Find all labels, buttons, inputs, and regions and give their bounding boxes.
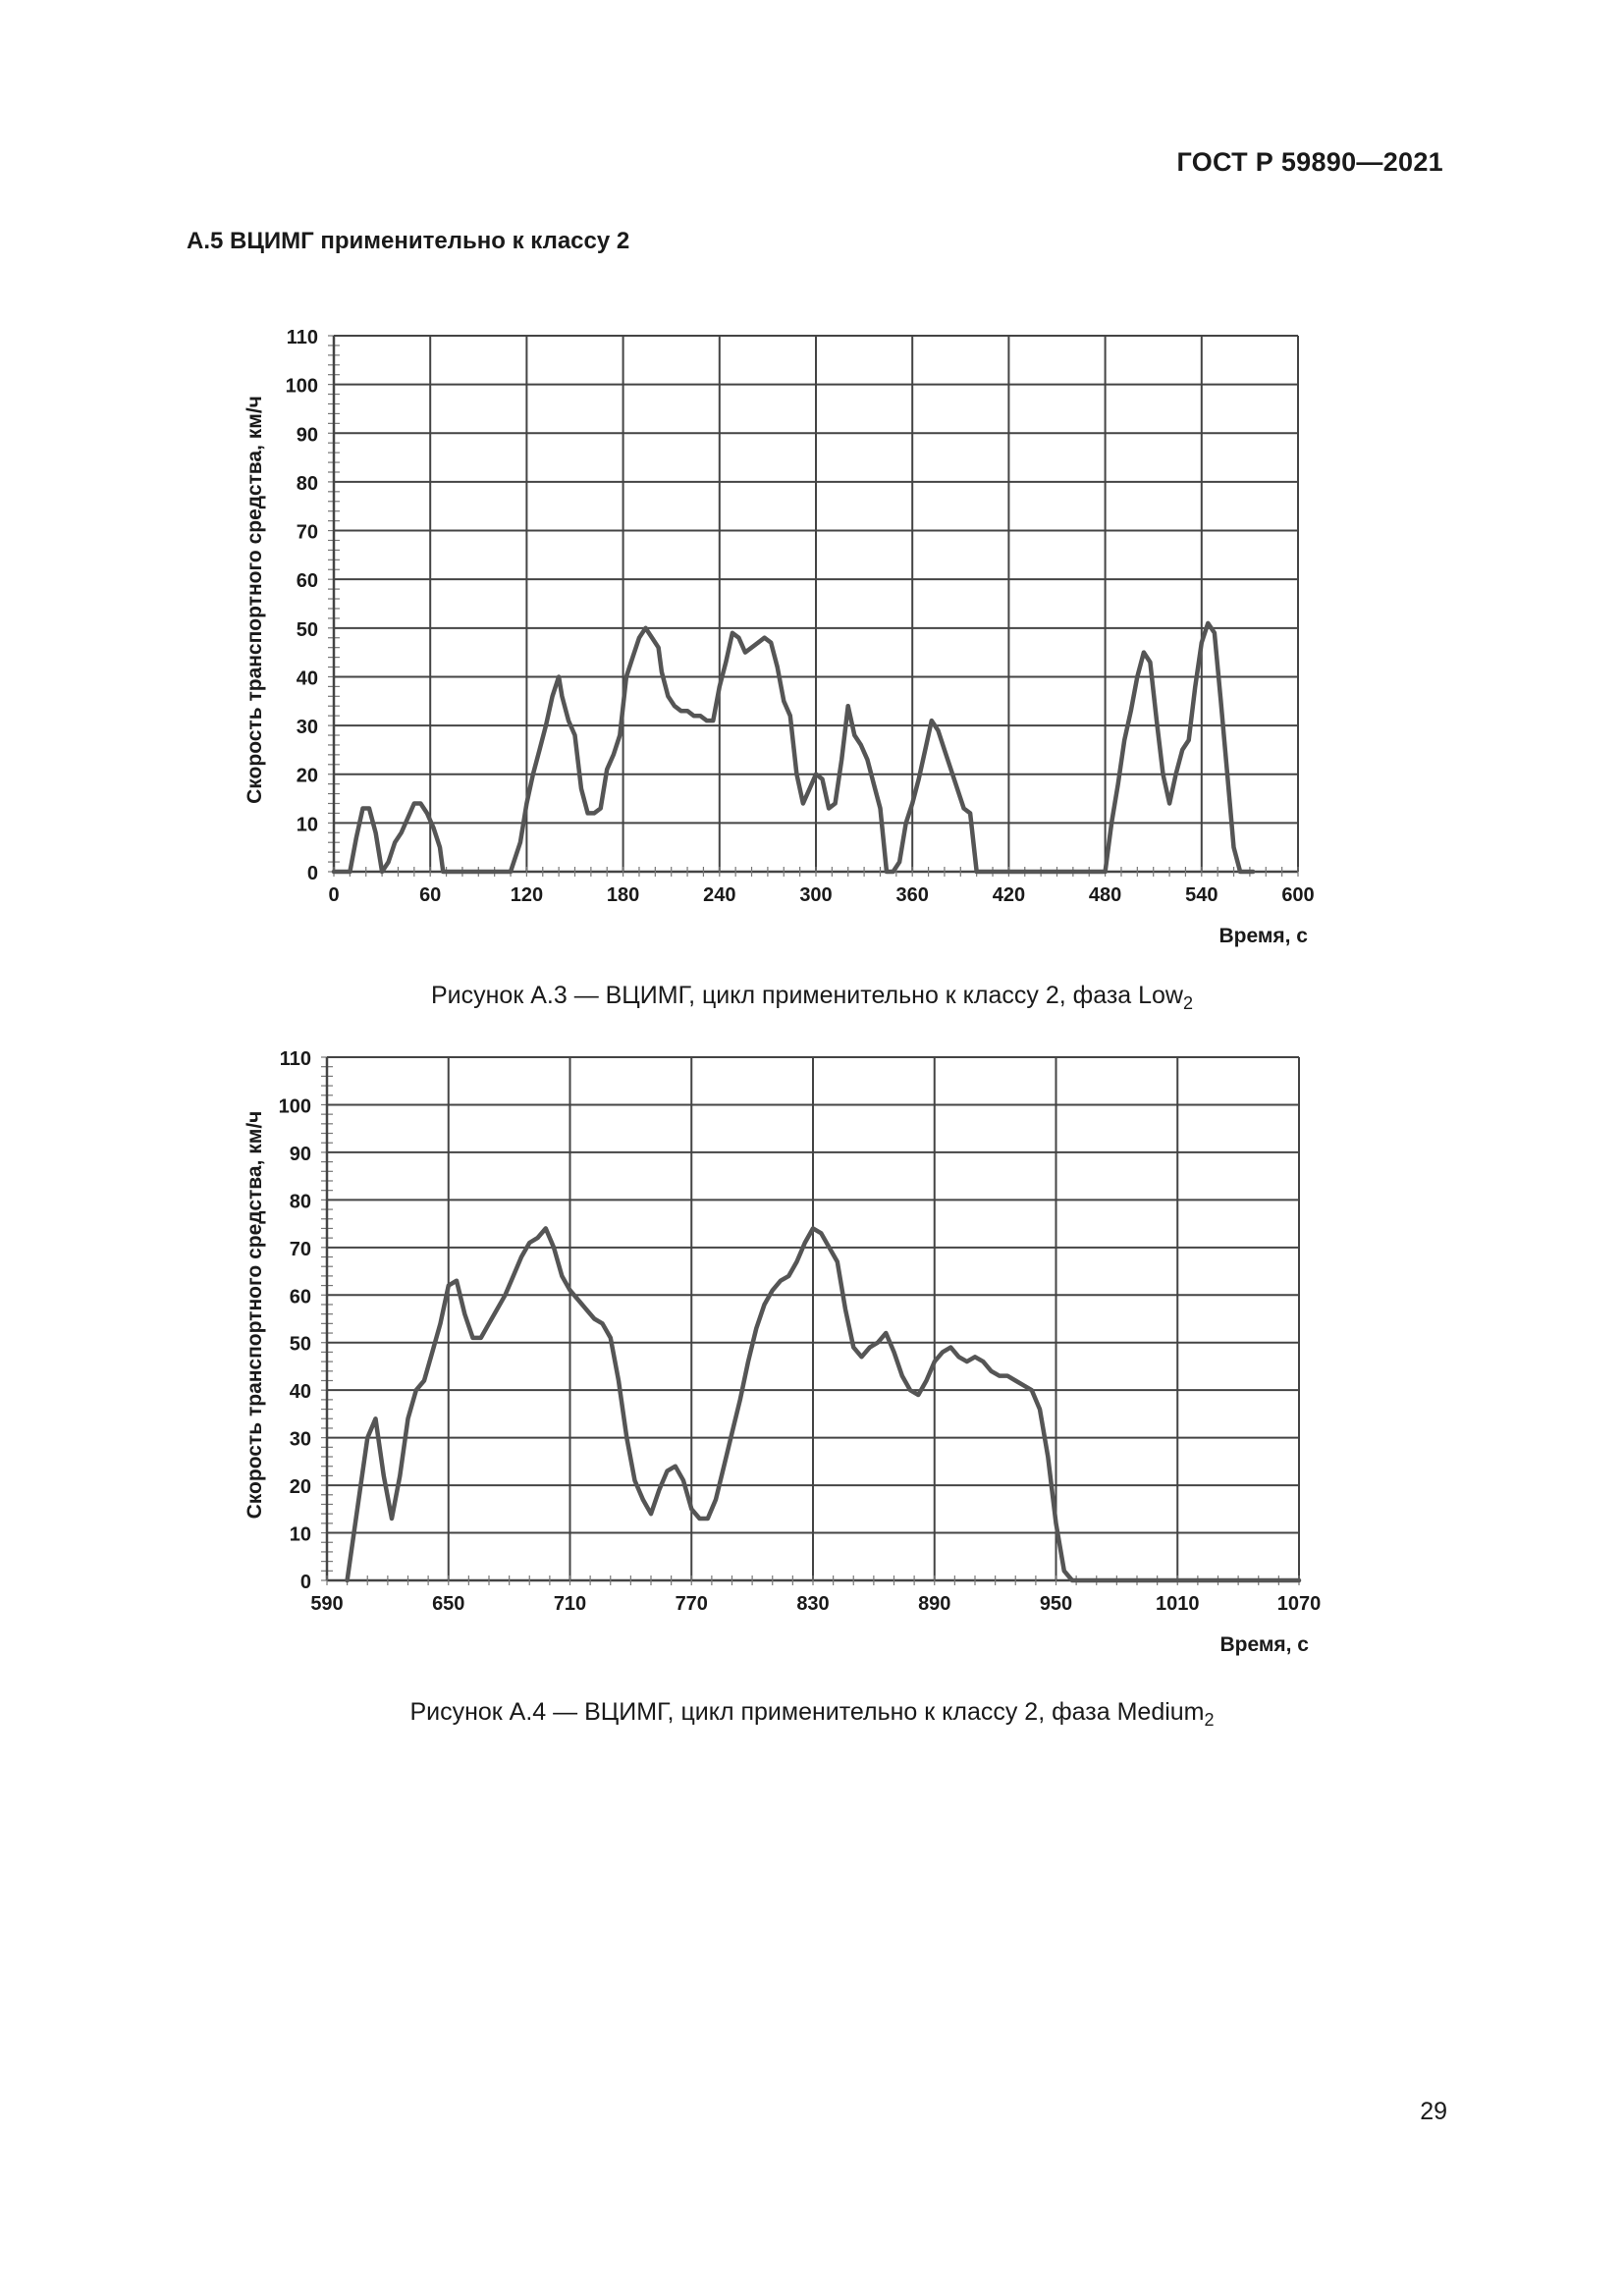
- y-tick-label: 70: [296, 521, 318, 544]
- x-tick-label: 710: [553, 1593, 587, 1615]
- y-axis-label: Скорость транспортного средства, км/ч: [244, 396, 266, 804]
- x-tick-label: 1070: [1276, 1593, 1322, 1615]
- y-tick-label: 60: [289, 1286, 311, 1308]
- x-tick-label: 1010: [1156, 1593, 1200, 1615]
- y-tick-label: 40: [296, 667, 318, 690]
- x-tick-label: 60: [419, 884, 442, 906]
- y-tick-label: 110: [286, 327, 318, 348]
- section-title: А.5 ВЦИМГ применительно к классу 2: [187, 228, 630, 254]
- x-tick-label: 830: [796, 1593, 830, 1615]
- x-tick-label: 120: [510, 884, 544, 906]
- y-tick-label: 10: [289, 1523, 311, 1546]
- y-tick-label: 30: [296, 717, 318, 739]
- y-tick-label: 60: [296, 570, 318, 593]
- x-tick-label: 360: [895, 884, 929, 906]
- x-tick-label: 0: [328, 884, 340, 906]
- y-tick-label: 10: [296, 814, 318, 836]
- figure-caption-a4-text: Рисунок А.4 — ВЦИМГ, цикл применительно к классу 2, фаза Medium: [409, 1698, 1205, 1726]
- y-tick-label: 20: [296, 765, 318, 787]
- x-tick-label: 480: [1088, 884, 1122, 906]
- y-axis-label: Скорость транспортного средства, км/ч: [244, 1110, 266, 1520]
- y-tick-label: 50: [296, 618, 318, 641]
- x-tick-label: 650: [432, 1593, 465, 1615]
- y-tick-label: 40: [289, 1381, 311, 1404]
- figure-caption-a4-subscript: 2: [1204, 1710, 1215, 1730]
- page-number: 29: [1420, 2098, 1447, 2125]
- speed-series-line: [348, 1228, 1299, 1580]
- y-tick-label: 100: [285, 375, 318, 398]
- chart-medium-phase: [0, 1036, 1624, 1683]
- x-tick-label: 950: [1039, 1593, 1073, 1615]
- y-tick-label: 90: [296, 424, 318, 447]
- y-tick-label: 20: [289, 1476, 311, 1499]
- y-tick-label: 0: [299, 1572, 311, 1593]
- x-tick-label: 590: [310, 1593, 344, 1615]
- y-tick-label: 100: [278, 1095, 311, 1118]
- x-tick-label: 770: [675, 1593, 708, 1615]
- x-tick-label: 180: [606, 884, 640, 906]
- y-tick-label: 0: [306, 863, 318, 884]
- document-code: ГОСТ Р 59890—2021: [1176, 147, 1443, 177]
- figure-caption-a3-text: Рисунок А.3 — ВЦИМГ, цикл применительно к классу 2, фаза Low: [430, 982, 1183, 1009]
- x-tick-label: 420: [992, 884, 1026, 906]
- figure-caption-a4: [0, 1698, 1624, 1731]
- figure-caption-a3: [0, 982, 1624, 1014]
- chart-low-phase: [0, 314, 1624, 962]
- x-tick-label: 300: [799, 884, 833, 906]
- y-tick-label: 80: [289, 1191, 311, 1213]
- speed-series-line: [334, 623, 1253, 872]
- y-tick-label: 50: [289, 1333, 311, 1356]
- y-tick-label: 90: [289, 1143, 311, 1165]
- y-tick-label: 70: [289, 1238, 311, 1260]
- figure-caption-a3-subscript: 2: [1183, 993, 1194, 1013]
- y-tick-label: 80: [296, 472, 318, 495]
- x-tick-label: 540: [1185, 884, 1218, 906]
- x-axis-label: Время, с: [1219, 1633, 1309, 1656]
- x-tick-label: 890: [918, 1593, 951, 1615]
- x-tick-label: 600: [1281, 884, 1315, 906]
- x-axis-label: Время, с: [1218, 925, 1308, 947]
- x-tick-label: 240: [703, 884, 736, 906]
- y-tick-label: 110: [279, 1048, 311, 1070]
- y-tick-label: 30: [289, 1428, 311, 1451]
